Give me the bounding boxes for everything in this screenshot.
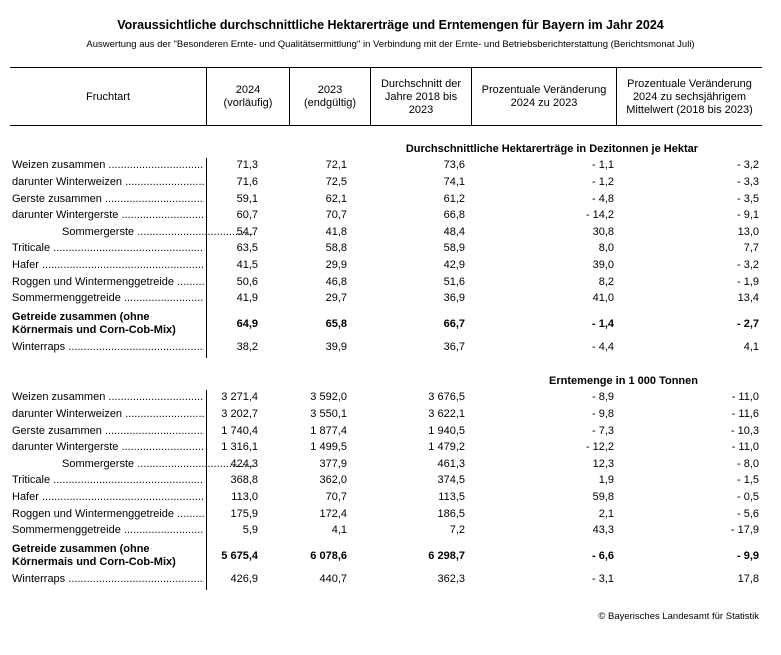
- cell-value: - 4,8: [591, 193, 614, 205]
- row-label: Weizen zusammen .....: [12, 391, 204, 403]
- cell-value: 3 622,1: [428, 408, 465, 420]
- cell-value: 5,9: [242, 524, 258, 536]
- cell-value: - 8,9: [591, 391, 614, 403]
- cell-value: - 9,1: [736, 209, 759, 221]
- cell-value: 66,8: [443, 209, 465, 221]
- table-top-border: [10, 67, 762, 68]
- cell-value: - 0,5: [736, 491, 759, 503]
- cell-value: 362,0: [319, 474, 347, 486]
- cell-value: - 17,9: [730, 524, 759, 536]
- row-label: darunter Wintergerste .....: [12, 441, 204, 453]
- header-fruchtart: Fruchtart: [85, 90, 130, 103]
- row-label: Triticale .....: [12, 474, 204, 486]
- cell-value: 59,1: [236, 193, 258, 205]
- cell-value: 46,8: [325, 276, 347, 288]
- page-subtitle: Auswertung aus der "Besonderen Ernte- und Qualitätsermittlung" in Verbindung mit der Ernte- und Betriebsberichterstattung (Berichtsmonat Juli): [86, 39, 695, 50]
- row-label: Winterraps .....: [12, 341, 204, 353]
- cell-value: 1 316,1: [221, 441, 258, 453]
- cell-value: 1,9: [598, 474, 614, 486]
- cell-value: 3 202,7: [221, 408, 258, 420]
- header-2023: 2023 (endgültig): [304, 84, 356, 109]
- cell-value: - 9,8: [591, 408, 614, 420]
- cell-value: 6 298,7: [428, 550, 465, 562]
- cell-value: - 6,6: [591, 550, 614, 562]
- row-label: Triticale .....: [12, 242, 204, 254]
- cell-value: 41,5: [236, 259, 258, 271]
- cell-value: 64,9: [236, 318, 258, 330]
- cell-value: 74,1: [443, 176, 465, 188]
- header-durchschnitt: Durchschnitt der Jahre 2018 bis 2023: [380, 77, 462, 116]
- row-label: Winterraps .....: [12, 573, 204, 585]
- cell-value: 4,1: [331, 524, 347, 536]
- row-label: Sommergerste .....: [12, 226, 254, 238]
- cell-value: 377,9: [319, 458, 347, 470]
- cell-value: - 1,9: [736, 276, 759, 288]
- cell-value: 71,6: [236, 176, 258, 188]
- cell-value: 13,0: [737, 226, 759, 238]
- cell-value: 70,7: [325, 491, 347, 503]
- cell-value: 3 592,0: [310, 391, 347, 403]
- cell-value: 70,7: [325, 209, 347, 221]
- cell-value: 3 271,4: [221, 391, 258, 403]
- cell-value: 29,9: [325, 259, 347, 271]
- cell-value: 66,7: [443, 318, 465, 330]
- cell-value: 41,9: [236, 292, 258, 304]
- cell-value: 362,3: [437, 573, 465, 585]
- cell-value: 8,0: [598, 242, 614, 254]
- cell-value: - 1,5: [736, 474, 759, 486]
- cell-value: 461,3: [437, 458, 465, 470]
- row-label: Hafer .....: [12, 491, 204, 503]
- row-label: Weizen zusammen .....: [12, 159, 204, 171]
- cell-value: 30,8: [592, 226, 614, 238]
- cell-value: 7,7: [743, 242, 759, 254]
- cell-value: 424,3: [230, 458, 258, 470]
- page-title: Voraussichtliche durchschnittliche Hektarerträge und Erntemengen für Bayern im Jahr 2024: [117, 18, 664, 32]
- cell-value: - 9,9: [736, 550, 759, 562]
- stub-divider: [206, 158, 207, 358]
- cell-value: - 1,2: [591, 176, 614, 188]
- cell-value: 368,8: [230, 474, 258, 486]
- row-label: Gerste zusammen .....: [12, 425, 204, 437]
- cell-value: - 3,3: [736, 176, 759, 188]
- cell-value: 61,2: [443, 193, 465, 205]
- cell-value: 51,6: [443, 276, 465, 288]
- header-veraenderung-2023: Prozentuale Veränderung 2024 zu 2023: [481, 84, 607, 109]
- cell-value: 58,9: [443, 242, 465, 254]
- cell-value: 41,0: [592, 292, 614, 304]
- cell-value: 113,5: [438, 491, 465, 503]
- cell-value: 59,8: [592, 491, 614, 503]
- row-label: Roggen und Wintermenggetreide .....: [12, 276, 204, 288]
- cell-value: 6 078,6: [310, 550, 347, 562]
- cell-value: 71,3: [236, 159, 258, 171]
- stub-divider: [206, 390, 207, 590]
- cell-value: 3 550,1: [310, 408, 347, 420]
- cell-value: - 7,3: [591, 425, 614, 437]
- cell-value: 17,8: [737, 573, 759, 585]
- section-title: Durchschnittliche Hektarerträge in Dezitonnen je Hektar: [405, 143, 698, 155]
- cell-value: 172,4: [319, 508, 347, 520]
- cell-value: 113,0: [231, 491, 258, 503]
- row-label: Roggen und Wintermenggetreide .....: [12, 508, 204, 520]
- copyright-footer: © Bayerisches Landesamt für Statistik: [598, 611, 759, 622]
- row-label: Sommermenggetreide .....: [12, 292, 204, 304]
- cell-value: 4,1: [743, 341, 759, 353]
- cell-value: 43,3: [592, 524, 614, 536]
- cell-value: 65,8: [325, 318, 347, 330]
- cell-value: 58,8: [325, 242, 347, 254]
- cell-value: 8,2: [598, 276, 614, 288]
- cell-value: 60,7: [236, 209, 258, 221]
- cell-value: 39,9: [325, 341, 347, 353]
- cell-value: 12,3: [592, 458, 614, 470]
- cell-value: 42,9: [443, 259, 465, 271]
- cell-value: 1 940,5: [428, 425, 465, 437]
- row-label: darunter Winterweizen .....: [12, 408, 204, 420]
- cell-value: 50,6: [236, 276, 258, 288]
- cell-value: 2,1: [598, 508, 614, 520]
- cell-value: 1 499,5: [310, 441, 347, 453]
- cell-value: 13,4: [737, 292, 759, 304]
- row-label: Gerste zusammen .....: [12, 193, 204, 205]
- cell-value: 1 877,4: [310, 425, 347, 437]
- cell-value: - 10,3: [730, 425, 759, 437]
- cell-value: - 14,2: [585, 209, 614, 221]
- header-veraenderung-mittelwert: Prozentuale Veränderung 2024 zu sechsjährigem Mittelwert (2018 bis 2023): [626, 77, 753, 116]
- row-label: Sommergerste .....: [12, 458, 254, 470]
- row-label: Hafer .....: [12, 259, 204, 271]
- cell-value: - 12,2: [585, 441, 614, 453]
- cell-value: - 3,2: [736, 159, 759, 171]
- cell-value: 426,9: [230, 573, 258, 585]
- row-label: darunter Wintergerste .....: [12, 209, 204, 221]
- cell-value: 7,2: [449, 524, 465, 536]
- cell-value: 1 479,2: [428, 441, 465, 453]
- cell-value: - 3,2: [736, 259, 759, 271]
- header-bottom-border: [10, 125, 762, 126]
- cell-value: 48,4: [443, 226, 465, 238]
- cell-value: - 11,6: [731, 408, 759, 420]
- cell-value: 3 676,5: [428, 391, 465, 403]
- row-label: Sommermenggetreide .....: [12, 524, 204, 536]
- cell-value: 41,8: [325, 226, 347, 238]
- cell-value: - 1,4: [591, 318, 614, 330]
- cell-value: - 4,4: [591, 341, 614, 353]
- cell-value: 36,7: [443, 341, 465, 353]
- header-2024: 2024 (vorläufig): [223, 84, 273, 109]
- section-title: Erntemenge in 1 000 Tonnen: [549, 375, 698, 387]
- cell-value: 440,7: [319, 573, 347, 585]
- cell-value: 1 740,4: [221, 425, 258, 437]
- cell-value: 62,1: [325, 193, 347, 205]
- cell-value: 72,5: [325, 176, 347, 188]
- cell-value: 175,9: [230, 508, 258, 520]
- row-label: Getreide zusammen (ohne Körnermais und Corn-Cob-Mix): [12, 543, 176, 568]
- cell-value: 63,5: [236, 242, 258, 254]
- row-label: darunter Winterweizen .....: [12, 176, 204, 188]
- cell-value: - 3,5: [736, 193, 759, 205]
- cell-value: - 5,6: [736, 508, 759, 520]
- row-label: Getreide zusammen (ohne Körnermais und Corn-Cob-Mix): [12, 311, 176, 336]
- cell-value: 374,5: [437, 474, 465, 486]
- cell-value: 38,2: [236, 341, 258, 353]
- cell-value: 73,6: [443, 159, 465, 171]
- cell-value: 5 675,4: [221, 550, 258, 562]
- cell-value: 36,9: [443, 292, 465, 304]
- cell-value: - 1,1: [591, 159, 614, 171]
- cell-value: 54,7: [236, 226, 258, 238]
- cell-value: 39,0: [592, 259, 614, 271]
- cell-value: 72,1: [325, 159, 347, 171]
- cell-value: - 11,0: [731, 391, 759, 403]
- cell-value: - 3,1: [591, 573, 614, 585]
- cell-value: - 8,0: [736, 458, 759, 470]
- cell-value: 29,7: [325, 292, 347, 304]
- cell-value: - 11,0: [731, 441, 759, 453]
- cell-value: 186,5: [437, 508, 465, 520]
- cell-value: - 2,7: [736, 318, 759, 330]
